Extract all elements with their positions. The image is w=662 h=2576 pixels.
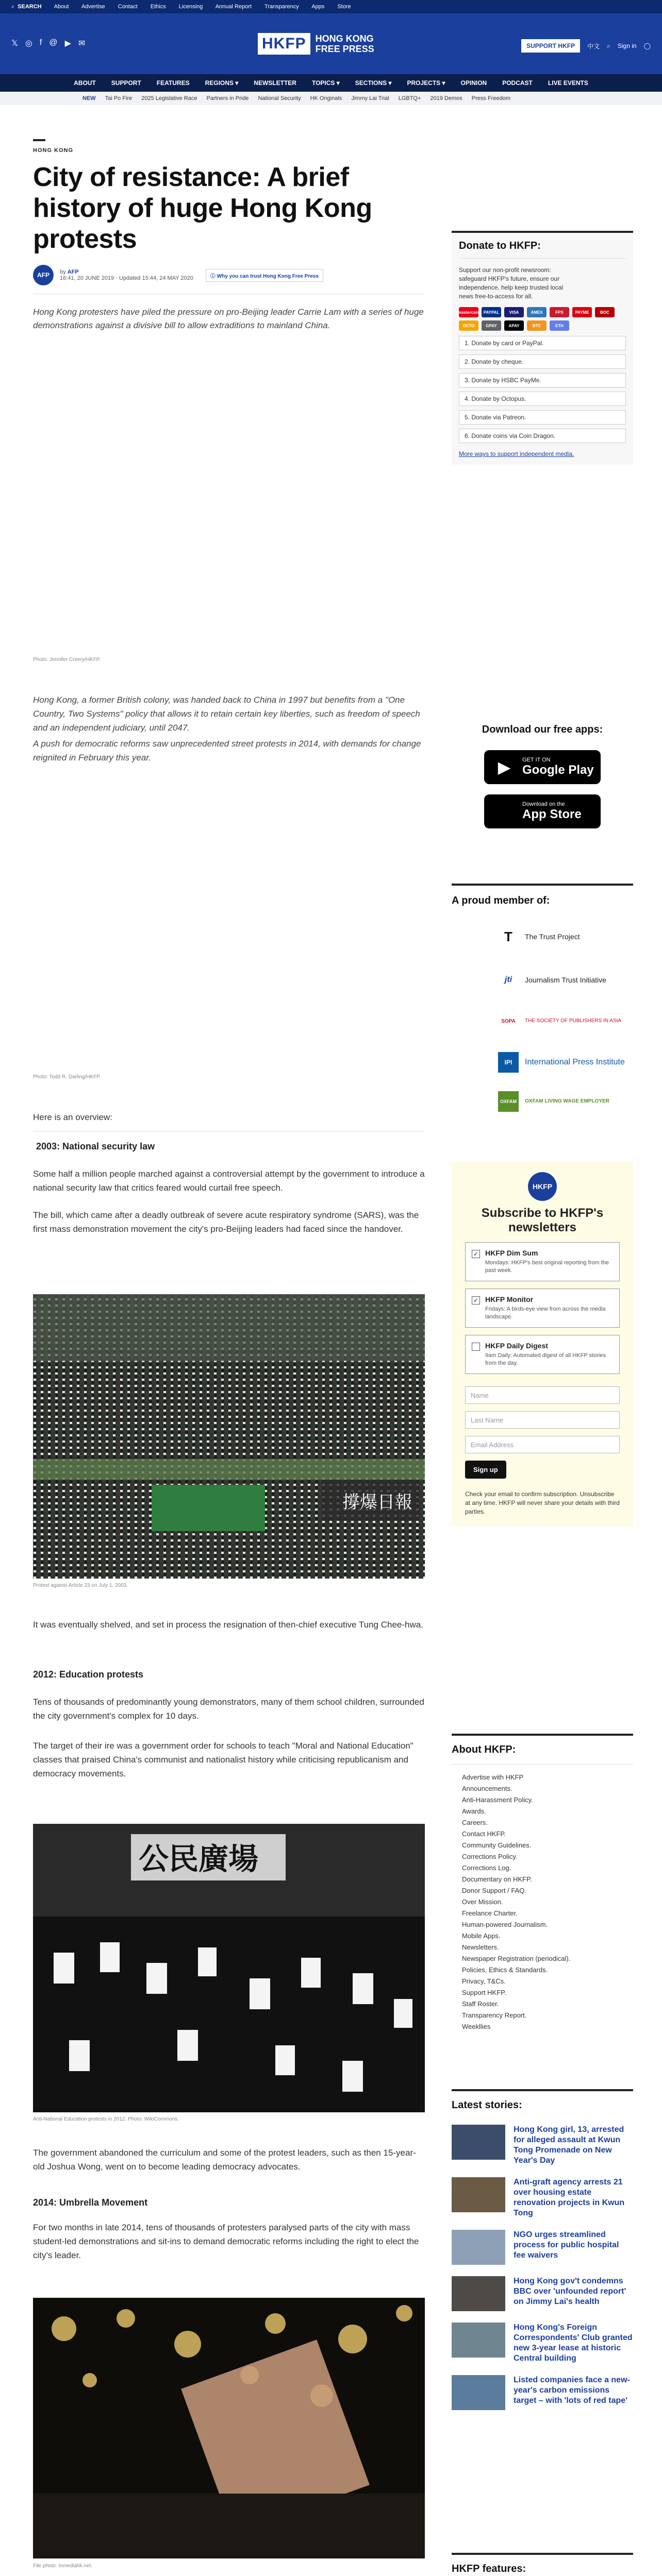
photo-caption-2014: File photo: Inmediahk.net. — [33, 2563, 93, 2569]
nav-item-podcast[interactable]: PODCAST — [502, 79, 533, 87]
about-link[interactable]: Careers. — [462, 1819, 488, 1826]
donate-option-card[interactable]: 1. Donate by card or PayPal. — [459, 336, 626, 350]
paragraph-2014-a: For two months in late 2014, tens of thousands of protesters paralysed parts of the city with mass student-led demonstrations and sit-ins to demand democratic reforms including the right to elect the city's leader. — [33, 2223, 419, 2260]
apps-widget — [452, 724, 633, 828]
language-switch[interactable]: 中文 — [587, 42, 600, 50]
google-play-button[interactable] — [484, 750, 601, 784]
latest-story[interactable] — [452, 2230, 633, 2265]
search-icon[interactable]: ⌕ — [607, 42, 610, 49]
latest-story[interactable] — [452, 2125, 633, 2166]
paypal-icon: PAYPAL — [482, 307, 501, 317]
about-link[interactable]: Contact HKFP. — [462, 1830, 506, 1838]
about-link[interactable]: Human-powered Journalism. — [462, 1921, 548, 1928]
apps-title: Download our free apps: — [482, 724, 603, 735]
main-nav — [0, 74, 662, 92]
newsletter-option-dim-sum[interactable] — [465, 1242, 620, 1281]
twitter-icon[interactable]: 𝕏 — [11, 39, 18, 48]
donate-option-cheque[interactable]: 2. Donate by cheque. — [459, 354, 626, 369]
paragraph-2003-c: It was eventually shelved, and set in process the resignation of then-chief executive Tung Chee-hwa. — [33, 1620, 423, 1630]
latest-story[interactable] — [452, 2375, 633, 2410]
photo-2012-sign-text: 公民廣場 — [139, 1841, 259, 1876]
newsletter-box — [452, 1162, 633, 1527]
member-sopa[interactable] — [498, 1011, 633, 1031]
about-links — [452, 1772, 633, 2032]
nav-item-topics[interactable]: TOPICS ▾ — [311, 79, 340, 87]
sopa-logo: SOPA — [501, 1018, 516, 1024]
latest-story[interactable] — [452, 2276, 633, 2311]
story-title[interactable]: Hong Kong gov't condemns BBC over 'unfounded report' on Jimmy Lai's health — [514, 2277, 626, 2306]
newsletter-option-desc: 9am Daily: Automated digest of all HKFP stories from the day. — [485, 1352, 606, 1366]
search-link[interactable]: SEARCH — [18, 4, 42, 10]
trust-badge-label: Why you can trust Hong Kong Free Press — [217, 273, 319, 279]
about-link[interactable]: Corrections Policy. — [462, 1853, 518, 1860]
latest-story[interactable] — [452, 2323, 633, 2364]
about-link[interactable]: Transparency Report. — [462, 2011, 527, 2019]
story-title[interactable]: Hong Kong's Foreign Correspondents' Club granted new 3-year lease at historic Central building — [514, 2323, 633, 2363]
photo-2012-protest — [33, 1824, 425, 2112]
photo-2012-illustration — [33, 1824, 425, 2112]
member-name: The Trust Project — [525, 933, 580, 941]
oxfam-logo: OXFAM — [498, 1091, 519, 1112]
about-link[interactable]: Advertise with HKFP — [462, 1773, 524, 1781]
paragraph-2012-c: The government abandoned the curriculum and some of the protest leaders, such as then 15-year-old Joshua Wong, went on to become leading democracy advocates. — [33, 2148, 416, 2172]
checkbox-monitor[interactable]: ✓ — [472, 1296, 480, 1304]
nav-item-features[interactable]: FEATURES — [156, 79, 190, 87]
member-trust-project[interactable] — [498, 926, 633, 947]
photo-caption-2003: Protest against Article 23 on July 1, 2003. — [33, 1583, 128, 1588]
newsletter-option-desc: Fridays: A birds-eye view from across the media landscape. — [485, 1306, 606, 1320]
nav-item-support[interactable]: SUPPORT — [111, 79, 141, 87]
utility-link-ethics[interactable]: Ethics — [150, 4, 166, 10]
google-play-big: Google Play — [522, 763, 594, 777]
utility-link-store[interactable]: Store — [337, 4, 351, 10]
member-name: OXFAM LIVING WAGE EMPLOYER — [525, 1098, 609, 1104]
newsletter-option-title: HKFP Dim Sum — [485, 1249, 538, 1257]
overview-intro: Here is an overview: — [33, 1112, 113, 1122]
paragraph-2012-b: The target of their ire was a government order for schools to teach "Moral and National Education" classes that praised China's communist and nationalist history while criticising republicanism and democracy movements. — [33, 1741, 413, 1778]
story-title[interactable]: Hong Kong girl, 13, arrested for alleged assault at Kwun Tong Promenade on New Year's Day — [514, 2125, 624, 2165]
about-link[interactable]: Awards. — [462, 1807, 486, 1815]
about-link[interactable]: Corrections Log. — [462, 1864, 511, 1872]
nav-item-sections[interactable]: SECTIONS ▾ — [355, 79, 392, 87]
latest-story[interactable] — [452, 2177, 633, 2218]
name-input[interactable]: Name — [465, 1386, 620, 1404]
donate-option-payme[interactable]: 3. Donate by HSBC PayMe. — [459, 373, 626, 387]
member-ipi[interactable] — [498, 1052, 633, 1073]
newsletter-option-daily-digest[interactable] — [465, 1335, 620, 1374]
author-name[interactable]: AFP — [67, 269, 79, 275]
trending-item[interactable]: HK Originals — [310, 95, 342, 101]
features-rule — [452, 2553, 633, 2555]
category-rule — [33, 139, 45, 141]
newsletter-badge: HKFP — [528, 1172, 557, 1201]
bitcoin-icon: BTC — [527, 320, 547, 331]
newsletter-widget — [452, 1162, 633, 1527]
hkfp-logo[interactable] — [258, 33, 374, 55]
top-utility-bar — [0, 0, 662, 13]
trust-badge[interactable] — [206, 269, 323, 282]
logo-wordmark — [316, 33, 374, 54]
support-hkfp-button[interactable]: SUPPORT HKFP — [521, 39, 580, 53]
heading-2012: 2012: Education protests — [33, 1669, 144, 1680]
mail-icon[interactable]: ✉ — [78, 39, 86, 48]
email-input[interactable]: Email Address — [465, 1436, 620, 1453]
latest-stories-widget — [452, 2089, 633, 2421]
member-name: Journalism Trust Initiative — [525, 976, 606, 984]
author-avatar: AFP — [33, 265, 54, 285]
checkbox-daily-digest[interactable] — [472, 1343, 480, 1351]
about-link[interactable]: Announcements. — [462, 1785, 512, 1792]
about-link[interactable]: Newspaper Registration (periodical). — [462, 1955, 571, 1962]
donate-box — [452, 233, 633, 465]
boc-icon: BOC — [595, 307, 615, 317]
newsletter-title: Subscribe to HKFP's newsletters — [481, 1206, 604, 1234]
nav-item-regions[interactable]: REGIONS ▾ — [205, 79, 239, 87]
story-thumbnail — [452, 2230, 505, 2265]
facebook-icon[interactable]: f — [39, 38, 42, 47]
newsletter-option-title: HKFP Monitor — [485, 1295, 534, 1303]
article-lead: Hong Kong protesters have piled the pressure on pro-Beijing leader Carrie Lam with a series of huge demonstrations against a divisive bill to allow extraditions to mainland China. — [33, 307, 424, 330]
trending-item[interactable]: 2019 Demos — [430, 95, 462, 101]
donate-title: Donate to HKFP: — [459, 240, 541, 251]
photo-caption-1: Photo: Jennifer Creery/HKFP. — [33, 657, 101, 663]
story-thumbnail — [452, 2177, 505, 2212]
latest-rule — [452, 2089, 633, 2091]
utility-link-annual-report[interactable]: Annual Report — [215, 4, 252, 10]
nav-item-live-events[interactable]: LIVE EVENTS — [548, 79, 588, 87]
trending-bar — [0, 92, 662, 105]
ethereum-icon: ETH — [550, 320, 569, 331]
donate-option-coin-dragon[interactable]: 6. Donate coins via Coin Dragon. — [459, 429, 626, 443]
jti-logo: jti — [504, 975, 512, 984]
story-title[interactable]: Anti-graft agency arrests 21 over housing estate renovation projects in Kwun Tong — [514, 2178, 625, 2217]
utility-link-apps[interactable]: Apps — [311, 4, 325, 10]
ipi-logo: IPI — [498, 1052, 519, 1073]
trending-item[interactable]: Press Freedom — [471, 95, 510, 101]
mastercard-icon: mastercard — [459, 307, 478, 317]
instagram-icon[interactable]: ◎ — [25, 39, 32, 48]
article-dates: 16:41, 20 JUNE 2019 · Updated 15:44, 24 MAY 2020 — [60, 275, 193, 281]
about-link[interactable]: Community Guidelines. — [462, 1841, 532, 1849]
newsletter-option-desc: Mondays: HKFP's best original reporting from the past week. — [485, 1260, 609, 1274]
logo-mark: HKFP — [258, 33, 310, 55]
member-name: International Press Institute — [525, 1058, 625, 1066]
masthead — [0, 13, 662, 74]
newsletter-option-monitor[interactable] — [465, 1289, 620, 1328]
newsletter-option-title: HKFP Daily Digest — [485, 1342, 548, 1350]
about-link[interactable]: Support HKFP. — [462, 1989, 506, 1996]
features-title: HKFP features: — [452, 2563, 526, 2574]
about-link[interactable]: Freelance Charter. — [462, 1909, 518, 1917]
amex-icon: AMEX — [527, 307, 547, 317]
utility-link-about[interactable]: About — [54, 4, 69, 10]
article-category[interactable]: HONG KONG — [33, 147, 74, 154]
latest-title: Latest stories: — [452, 2099, 522, 2111]
donate-option-octopus[interactable]: 4. Donate by Octopus. — [459, 392, 626, 406]
google-play-icon: ▶ — [498, 758, 511, 776]
trending-item[interactable]: Jimmy Lai Trial — [351, 95, 389, 101]
trending-item[interactable]: Tai Po Fire — [105, 95, 133, 101]
utility-link-licensing[interactable]: Licensing — [178, 4, 203, 10]
gpay-icon: GPAY — [482, 320, 501, 331]
utility-links — [54, 4, 362, 10]
about-link[interactable]: Documentary on HKFP. — [462, 1875, 532, 1883]
trending-item[interactable]: LGBTQ+ — [398, 95, 421, 101]
byline — [33, 265, 425, 285]
paragraph-reforms: A push for democratic reforms saw unprecedented street protests in 2014, with demands for change reignited in February this year. — [33, 739, 421, 762]
nav-item-newsletter[interactable]: NEWSLETTER — [254, 79, 296, 87]
article-header — [33, 139, 425, 332]
about-link[interactable]: Staff Roster. — [462, 2000, 499, 2008]
utility-link-advertise[interactable]: Advertise — [81, 4, 105, 10]
trending-item[interactable]: Partners in Pride — [206, 95, 249, 101]
trust-project-logo: T — [504, 928, 512, 944]
heading-2003: 2003: National security law — [36, 1141, 155, 1151]
story-thumbnail — [452, 2375, 505, 2410]
photo-2014-illustration — [33, 2298, 425, 2558]
story-title[interactable]: Listed companies face a new-year's carbon emissions target – with 'lots of red tape' — [514, 2376, 630, 2405]
member-oxfam[interactable] — [498, 1091, 633, 1112]
nav-item-projects[interactable]: PROJECTS ▾ — [407, 79, 445, 87]
features-widget — [452, 2553, 633, 2576]
sign-in-link[interactable]: Sign in — [617, 42, 637, 49]
paragraph-handover: Hong Kong, a former British colony, was handed back to China in 1997 but benefits from a "One Country, Two Systems" policy that allows it to retain certain key liberties, such as freedom of speech and an independent judiciary, until 2047. — [33, 695, 420, 733]
info-icon: ⓘ — [210, 273, 217, 279]
octopus-icon: OCTO — [459, 320, 478, 331]
about-link[interactable]: Weekllies — [462, 2023, 491, 2030]
photo-2003-protest — [33, 1294, 425, 1579]
app-store-big: App Store — [522, 807, 582, 821]
about-divider — [452, 1764, 633, 1765]
story-thumbnail — [452, 2125, 505, 2160]
fps-icon: FPS — [550, 307, 569, 317]
apple-icon — [494, 802, 514, 821]
trending-item[interactable]: 2025 Legislative Race — [141, 95, 197, 101]
apple-pay-icon: APAY — [504, 320, 524, 331]
photo-caption-2: Photo: Todd R. Darling/HKFP. — [33, 1074, 101, 1080]
about-link[interactable]: Mobile Apps. — [462, 1932, 501, 1940]
about-link[interactable]: Policies, Ethics & Standards. — [462, 1966, 548, 1974]
search-icon[interactable]: ⌕ — [11, 3, 15, 10]
about-link[interactable]: Anti-Harassment Policy. — [462, 1796, 533, 1804]
sign-up-button[interactable]: Sign up — [465, 1461, 506, 1479]
nav-item-about[interactable]: ABOUT — [74, 79, 96, 87]
payment-icons — [459, 307, 626, 331]
photo-caption-2012: Anti-National Education protests in 2012. Photo: WikiCommons. — [33, 2116, 179, 2122]
checkbox-dim-sum[interactable]: ✓ — [472, 1250, 480, 1258]
utility-link-contact[interactable]: Contact — [118, 4, 138, 10]
logo-line-1: HONG KONG — [315, 33, 374, 44]
app-store-small: Download on the — [522, 801, 565, 807]
membership-rule — [452, 884, 633, 886]
social-icons — [11, 38, 85, 48]
app-store-button[interactable] — [484, 794, 601, 828]
story-thumbnail — [452, 2323, 505, 2358]
membership-widget — [452, 884, 633, 1112]
payme-icon: PAYME — [572, 307, 592, 317]
masthead-actions — [521, 39, 651, 53]
user-icon[interactable]: ◯ — [643, 42, 651, 49]
more-ways-link[interactable]: More ways to support independent media. — [459, 450, 574, 457]
paragraph-2003-b: The bill, which came after a deadly outbreak of severe acute respiratory syndrome (SARS), was the first mass demonstration movement the city's pro-Beijing leaders had faced since the handover. — [33, 1210, 419, 1234]
member-name: THE SOCIETY OF PUBLISHERS IN ASIA — [525, 1018, 622, 1024]
visa-icon: VISA — [504, 307, 524, 317]
utility-link-transparency[interactable]: Transparency — [264, 4, 299, 10]
threads-icon[interactable]: @ — [49, 38, 58, 47]
donate-widget — [452, 231, 633, 465]
donate-option-patreon[interactable]: 5. Donate via Patreon. — [459, 410, 626, 425]
trending-new-label: NEW — [82, 95, 96, 101]
photo-2003-illustration — [33, 1294, 425, 1579]
member-jti[interactable] — [498, 970, 633, 990]
trending-item[interactable]: National Security — [258, 95, 301, 101]
donate-divider — [459, 258, 626, 259]
story-title[interactable]: NGO urges streamlined process for public hospital fee waivers — [514, 2230, 619, 2260]
story-thumbnail — [452, 2276, 505, 2311]
donate-text[interactable]: Support our non-profit newsroom: safeguard HKFP's future, ensure our independence, help keep trusted local news free-to-access for all. — [459, 266, 564, 300]
nav-item-opinion[interactable]: OPINION — [460, 79, 487, 87]
about-rule — [452, 1734, 633, 1736]
photo-2003-sign-text: 撐爆日報 — [342, 1492, 412, 1513]
newsletter-note: Check your email to confirm subscription. Unsubscribe at any time. HKFP will never share your details with third parties. — [465, 1490, 620, 1515]
about-link[interactable]: Privacy, T&Cs. — [462, 1977, 506, 1985]
paragraph-2003-a: Some half a million people marched against a controversial attempt by the government to introduce a national security law that critics feared would curtail free speech. — [33, 1169, 425, 1193]
about-link[interactable]: Donor Support / FAQ. — [462, 1887, 527, 1894]
logo-line-2: FREE PRESS — [315, 44, 374, 54]
last-name-input[interactable]: Last Name — [465, 1411, 620, 1429]
about-widget — [452, 1734, 633, 2032]
paragraph-2012-a: Tens of thousands of predominantly young demonstrators, many of them school children, surrounded the city government's complex for 10 days. — [33, 1697, 424, 1721]
google-play-small: GET IT ON — [522, 757, 551, 763]
about-link[interactable]: Newsletters. — [462, 1943, 499, 1951]
about-title: About HKFP: — [452, 1744, 516, 1755]
byline-by: by — [60, 269, 66, 275]
membership-title: A proud member of: — [452, 895, 550, 906]
heading-2014: 2014: Umbrella Movement — [33, 2197, 148, 2208]
article-title: City of resistance: A brief history of huge Hong Kong protests — [33, 162, 372, 254]
youtube-icon[interactable]: ▶ — [64, 39, 71, 48]
photo-2014-umbrella — [33, 2298, 425, 2558]
about-link[interactable]: Over Mission. — [462, 1898, 503, 1906]
